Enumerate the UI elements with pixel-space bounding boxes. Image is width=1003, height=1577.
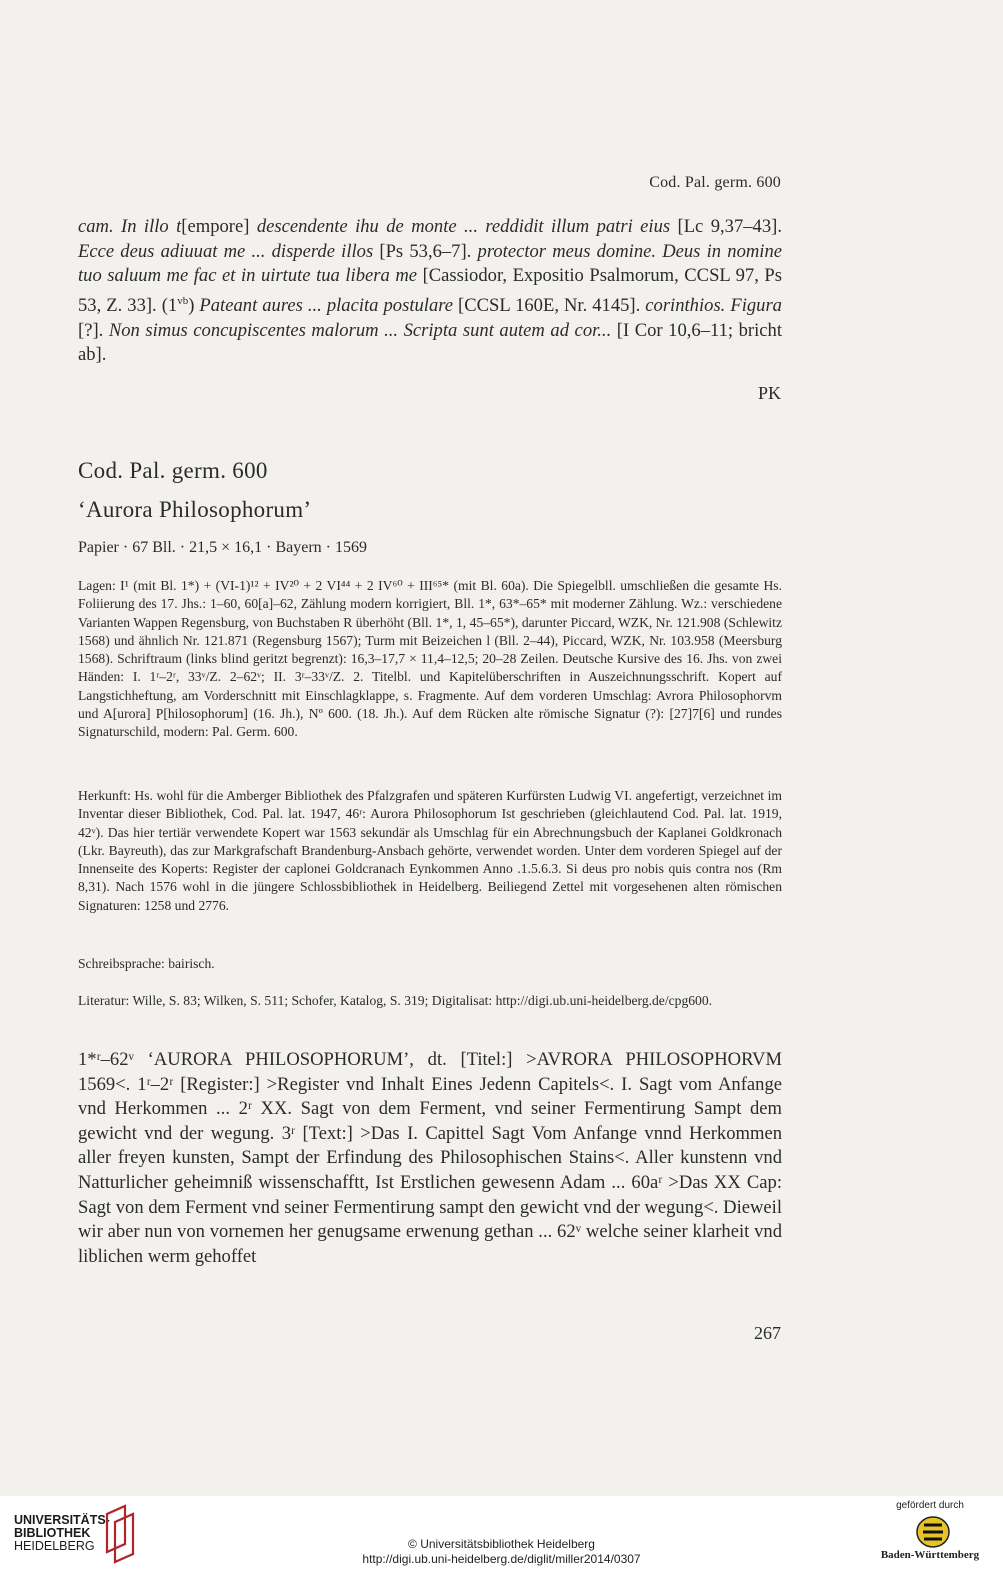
lagen-paragraph: Lagen: I¹ (mit Bl. 1*) + (VI-1)¹² + IV²⁰ + 2 VI⁴⁴ + 2 IV⁶⁰ + III⁶⁵* (mit Bl. 60a). Die Spiegelbll. umschließen die gesamte Hs. Foliierung des 17. Jhs.: 1–60, 60[a]–62, Zählung modern korrigiert, Bll. 1*, 63*–65* mit moderner Zählung. Wz.: verschiedene Varianten Wappen Regensburg, von Buchstaben R überhöht (Bll. 1*, 1, 45–65*), darunter Piccard, WZK, Nr. 121.908 (Schlewitz 1568) und ähnlich Nr. 121.871 (Regensburg 1567); Turm mit Beizeichen l (Bll. 2–44), Piccard, WZK, Nr. 103.958 (Meersburg 1568). Schriftraum (links blind geritzt begrenzt): 16,3–17,7 × 11,4–12,5; 20–28 Zeilen. Deutsche Kursive des 16. Jhs. von zwei Händen: I. 1ʳ–2ʳ, 33ᵛ/Z. 2–62ᵛ; II. 3ʳ–33ᵛ/Z. 2. Titelbl. und Kapitelüberschriften in Auszeichnungsschrift. Kopert auf Langstichheftung, am Vorderschnitt mit Einschlagklappe, s. Fragmente. Auf dem vorderen Umschlag: Avrora Philosophorvm und A[urora] P[hilosophorum] (16. Jh.), Nº 600. (18. Jh.). Auf dem Rücken alte römische Signatur (?): [27]7[6] und rundes Signaturschild, modern: Pal. Germ. 600. [78,578,782,740]
copyright-notice: © Universitätsbibliothek Heidelberg [408,1537,595,1551]
intro-text: descendente ihu de monte ... reddidit illum patri eius [256,216,671,237]
literatur-paragraph: Literatur: Wille, S. 83; Wilken, S. 511; Schofer, Katalog, S. 319; Digitalisat: http://digi.ub.uni-heidelberg.de/cpg600. [78,993,713,1008]
state-name: Baden-Württemberg [880,1549,980,1561]
intro-text: Ecce deus adiuuat me ... disperde illos [78,240,374,262]
codex-title: Cod. Pal. germ. 600 [78,458,268,483]
running-head: Cod. Pal. germ. 600 [649,174,781,191]
state-crest-icon [915,1515,951,1549]
intro-text: Non simus concupiscentes malorum ... Scripta sunt autem ad cor... [108,319,612,341]
library-name-line: UNIVERSITÄTS- [14,1513,110,1527]
contents-paragraph: 1*ʳ–62ᵛ ‘AURORA PHILOSOPHORUM’, dt. [Titel:] >AVRORA PHILOSOPHORVM 1569<. 1ʳ–2ʳ [Register:] >Register vnd Inhalt Eines Jedenn Capitels<. I. Sagt vom Anfange vnd Herkommen ... 2ʳ XX. Sagt von dem Ferment, vnd seiner Fermentirung Sampt dem gewicht vnd der wegung. 3ʳ [Text:] >Das I. Capittel Sagt Vom Anfange vnnd Herkommen aller freyen kunsten, Sampt der Erfindung des Philosophischen Stains<. Aller kunstenn vnd Natturlicher geheimniß wissenschafftt, Ist Erstlichen gewesenn Adam ... 60aʳ >Das XX Cap: Sagt von dem Ferment vnd seiner Fermentirung sampt den gewicht vnd der wegung<. Dieweil wir aber nun von vornemen her genugsame erwenung gethan ... 62ᵛ welche seiner klarheit vnd liblichen werm gehoffet [78,1049,782,1267]
intro-text: [Lc 9,37–43]. [670,216,782,237]
work-title: ‘Aurora Philosophorum’ [78,497,312,522]
intro-text: cam. In illo t [78,216,182,237]
schreibsprache-paragraph: Schreibsprache: bairisch. [78,956,215,971]
intro-text: [Ps 53,6–7]. [373,240,478,262]
herkunft-paragraph: Herkunft: Hs. wohl für die Amberger Bibliothek des Pfalzgrafen und späteren Kurfürsten Ludwig VI. angefertigt, verzeichnet im Inventar dieser Bibliothek, Cod. Pal. lat. 1947, 46ʳ: Aurora Philosophorum Ist geschrieben (gleichlautend Cod. Pal. lat. 1919, 42ᵛ). Das hier tertiär verwendete Kopert war 1563 sekundär als Umschlag für ein Abrechnungsbuch der Kaplanei Goldkronach (Lkr. Bayreuth), das zur Markgrafschaft Brandenburg-Ansbach gehörte, verwendet worden. Unter dem vorderen Spiegel auf der Innenseite des Koperts: Register der caplonei Goldcranach Eynkommen Anno .1.5.6.3. Si deus pro nobis quis contra nos (Rm 8,31). Nach 1576 wohl in die jüngere Schlossbibliothek in Heidelberg. Beiliegend Zettel mit vorgesehenen alten römischen Signaturen: 1258 und 2776. [78,788,782,913]
page-number: 267 [754,1323,781,1343]
permalink-url[interactable]: http://digi.ub.uni-heidelberg.de/diglit/miller2014/0307 [362,1552,641,1566]
intro-text: corinthios. Figura [645,294,782,316]
intro-text: vb [177,294,189,307]
library-name-line: HEIDELBERG [14,1539,95,1553]
intro-text: ) [188,294,200,316]
author-initials: PK [757,383,781,403]
intro-text: [?]. [78,319,109,341]
physical-description: Papier · 67 Bll. · 21,5 × 16,1 · Bayern · 1569 [78,539,367,556]
intro-text: protector meus domine. Deus in nomine tuo saluum me fac et in uirtute tua libera me [78,240,783,287]
intro-text: [Cassiodor, Expositio Psalmorum, CCSL 97, Ps 53, Z. 33]. (1 [78,265,782,316]
intro-paragraph [78,215,782,368]
intro-text: [CCSL 160E, Nr. 4145]. [453,294,646,316]
intro-text: [empore] [181,216,257,237]
intro-text: Pateant aures ... placita postulare [199,294,454,316]
funded-by-label: gefördert durch [896,1500,964,1511]
intro-text: [I Cor 10,6–11; bricht ab]. [78,319,782,366]
library-name-line: BIBLIOTHEK [14,1526,91,1540]
